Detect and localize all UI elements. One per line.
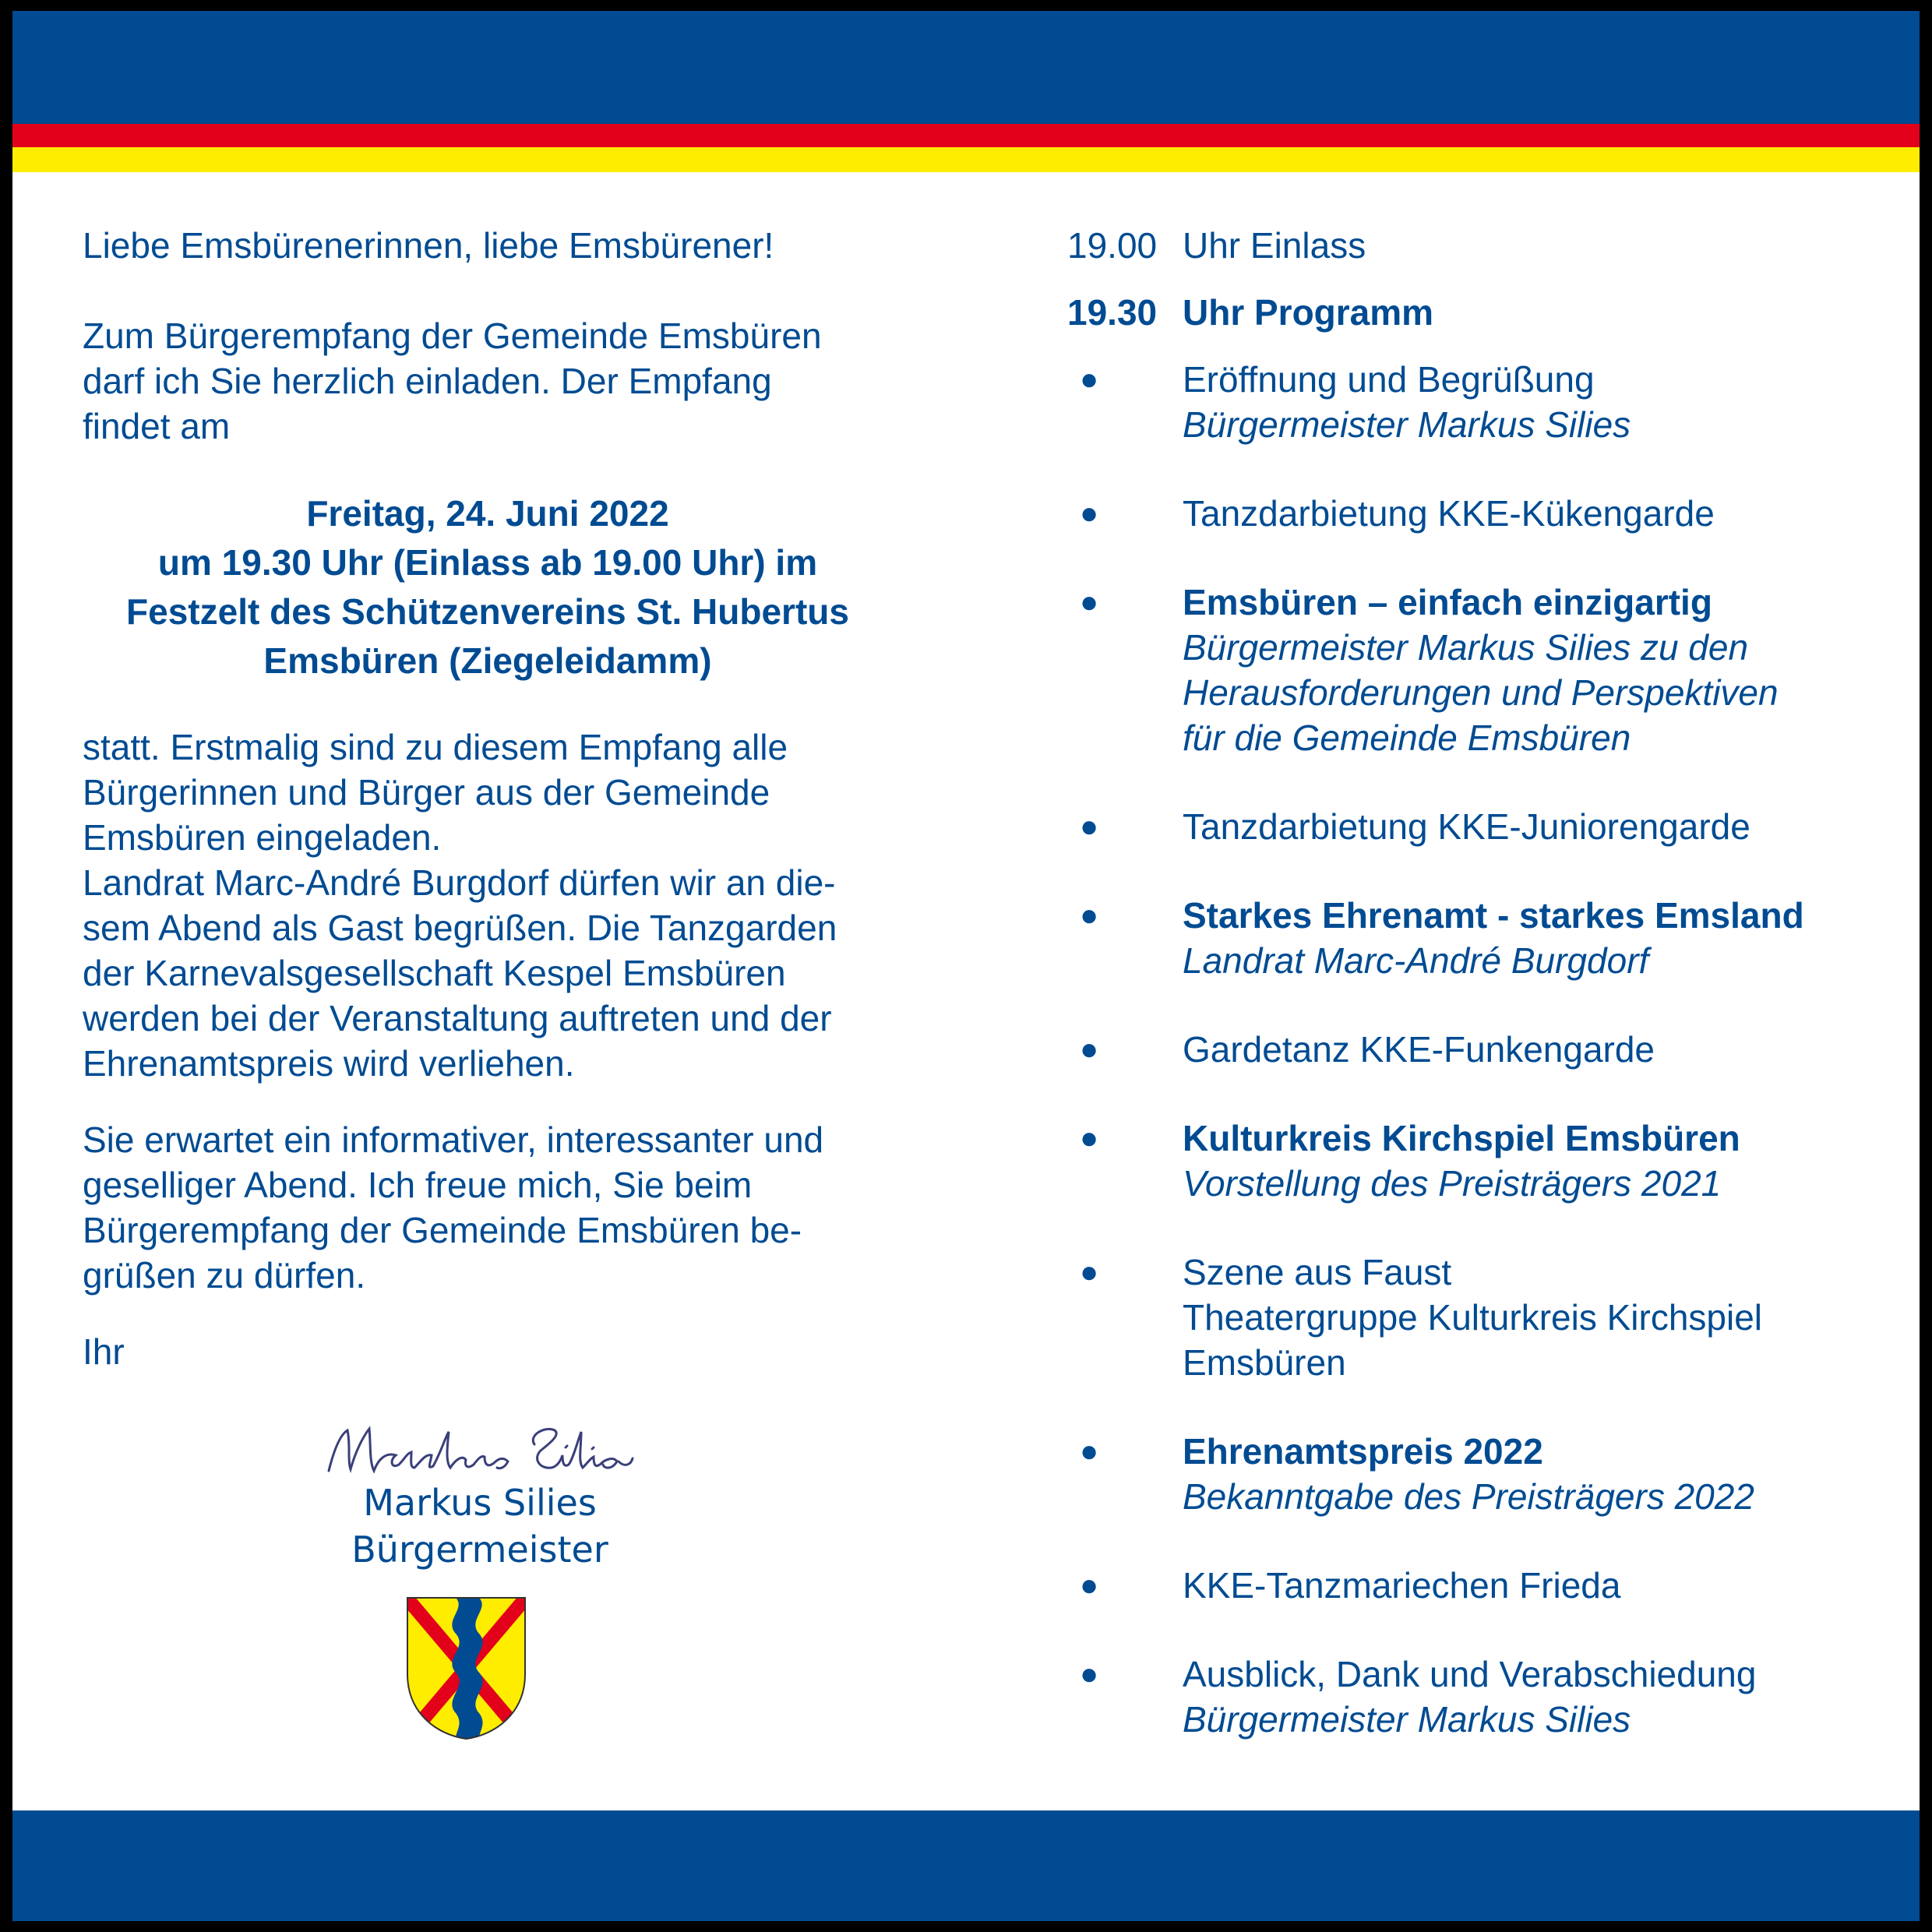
bullet-icon: ●: [1080, 1657, 1099, 1691]
item-line: Emsbüren: [1183, 1342, 1346, 1383]
item-title: Gardetanz KKE-Funkengarde: [1183, 1029, 1655, 1070]
red-stripe: [12, 124, 1920, 147]
item-title: Tanzdarbietung KKE-Juniorengarde: [1183, 806, 1750, 847]
item-subtitle: für die Gemeinde Emsbüren: [1183, 717, 1631, 758]
einlass-time: 19.00: [1067, 225, 1158, 266]
body-line: Landrat Marc-André Burgdorf dürfen wir an die-: [83, 862, 836, 903]
signer-name: Markus Silies: [363, 1482, 597, 1524]
body-line: statt. Erstmalig sind zu diesem Empfang alle: [83, 727, 788, 767]
item-subtitle: Landrat Marc-André Burgdorf: [1183, 940, 1649, 981]
program-item: [1067, 1250, 1893, 1385]
yellow-stripe: [12, 147, 1920, 172]
einlass-label: Uhr Einlass: [1183, 225, 1366, 266]
closing-line: grüßen zu dürfen.: [83, 1255, 366, 1296]
bullet-icon: ●: [1080, 1121, 1099, 1155]
time-programm: [1067, 290, 1893, 335]
top-blue-band: [12, 11, 1920, 124]
intro-line: Zum Bürgerempfang der Gemeinde Emsbüren: [83, 316, 822, 356]
item-title: Ausblick, Dank und Verabschiedung: [1183, 1654, 1757, 1694]
program-item: [1067, 580, 1893, 760]
item-subtitle: Bekanntgabe des Preisträgers 2022: [1183, 1476, 1754, 1517]
body-line: Bürgerinnen und Bürger aus der Gemeinde: [83, 772, 770, 813]
intro-line: darf ich Sie herzlich einladen. Der Empfang: [83, 361, 772, 401]
program-column: [1067, 223, 1893, 1742]
closing-line: Sie erwartet ein informativer, interessanter und: [83, 1119, 824, 1160]
bullet-icon: ●: [1080, 1568, 1099, 1602]
item-subtitle: Bürgermeister Markus Silies: [1183, 1699, 1631, 1740]
item-subtitle: Bürgermeister Markus Silies: [1183, 404, 1631, 445]
item-title: Eröffnung und Begrüßung: [1183, 359, 1595, 400]
event-line: Emsbüren (Ziegeleidamm): [263, 640, 712, 681]
bullet-icon: ●: [1080, 496, 1099, 531]
program-item: [1067, 1652, 1893, 1742]
event-line: Festzelt des Schützenvereins St. Hubertus: [126, 591, 849, 632]
item-title: Emsbüren – einfach einzigartig: [1183, 582, 1712, 622]
closing-line: geselliger Abend. Ich freue mich, Sie beim: [83, 1165, 753, 1205]
body-line: der Karnevalsgesellschaft Kespel Emsbüren: [83, 953, 786, 993]
item-title: Tanzdarbietung KKE-Kükengarde: [1183, 493, 1715, 534]
body-paragraph: [83, 724, 893, 1086]
greeting: Liebe Emsbürenerinnen, liebe Emsbürener!: [83, 225, 774, 266]
program-item: [1067, 804, 1893, 849]
program-item: [1067, 1563, 1893, 1608]
coat-of-arms-icon: [406, 1596, 527, 1740]
sign-off: Ihr: [83, 1331, 125, 1372]
body-line: sem Abend als Gast begrüßen. Die Tanzgarden: [83, 908, 837, 948]
intro-paragraph: [83, 313, 893, 449]
closing-paragraph: [83, 1117, 893, 1298]
item-line: Theatergruppe Kulturkreis Kirchspiel: [1183, 1297, 1763, 1338]
program-item: [1067, 893, 1893, 983]
bullet-icon: ●: [1080, 898, 1099, 933]
item-subtitle: Vorstellung des Preisträgers 2021: [1183, 1163, 1722, 1204]
signer-title: Bürgermeister: [351, 1528, 608, 1571]
event-details: [83, 489, 893, 686]
program-item: [1067, 1429, 1893, 1519]
body-line: werden bei der Veranstaltung auftreten und der: [83, 998, 832, 1038]
item-title: Kulturkreis Kirchspiel Emsbüren: [1183, 1118, 1740, 1158]
closing-line: Bürgerempfang der Gemeinde Emsbüren be-: [83, 1210, 802, 1250]
item-subtitle: Herausforderungen und Perspektiven: [1183, 672, 1779, 713]
invitation-page: [12, 11, 1920, 1921]
bullet-icon: ●: [1080, 1434, 1099, 1468]
event-line: Freitag, 24. Juni 2022: [306, 493, 669, 534]
item-title: Szene aus Faust: [1183, 1252, 1452, 1292]
item-title: Starkes Ehrenamt - starkes Emsland: [1183, 895, 1804, 936]
bottom-blue-band: [12, 1810, 1920, 1921]
item-subtitle: Bürgermeister Markus Silies zu den: [1183, 627, 1749, 668]
program-item: [1067, 1116, 1893, 1206]
programm-time: 19.30: [1067, 292, 1158, 333]
letter-column: [83, 223, 893, 1374]
handwritten-signature: [324, 1413, 636, 1483]
bullet-icon: ●: [1080, 1255, 1099, 1289]
body-line: Emsbüren eingeladen.: [83, 817, 442, 858]
bullet-icon: ●: [1080, 585, 1099, 619]
signer-block: [246, 1479, 714, 1573]
program-item: [1067, 491, 1893, 536]
item-title: KKE-Tanzmariechen Frieda: [1183, 1565, 1621, 1606]
program-item: [1067, 357, 1893, 447]
event-line: um 19.30 Uhr (Einlass ab 19.00 Uhr) im: [157, 542, 818, 583]
intro-line: findet am: [83, 406, 231, 446]
bullet-icon: ●: [1080, 1032, 1099, 1066]
item-title: Ehrenamtspreis 2022: [1183, 1431, 1543, 1472]
body-line: Ehrenamtspreis wird verliehen.: [83, 1043, 575, 1084]
bullet-icon: ●: [1080, 809, 1099, 844]
time-einlass: [1067, 223, 1893, 268]
programm-label: Uhr Programm: [1183, 292, 1434, 333]
bullet-icon: ●: [1080, 362, 1099, 397]
program-item: [1067, 1027, 1893, 1072]
